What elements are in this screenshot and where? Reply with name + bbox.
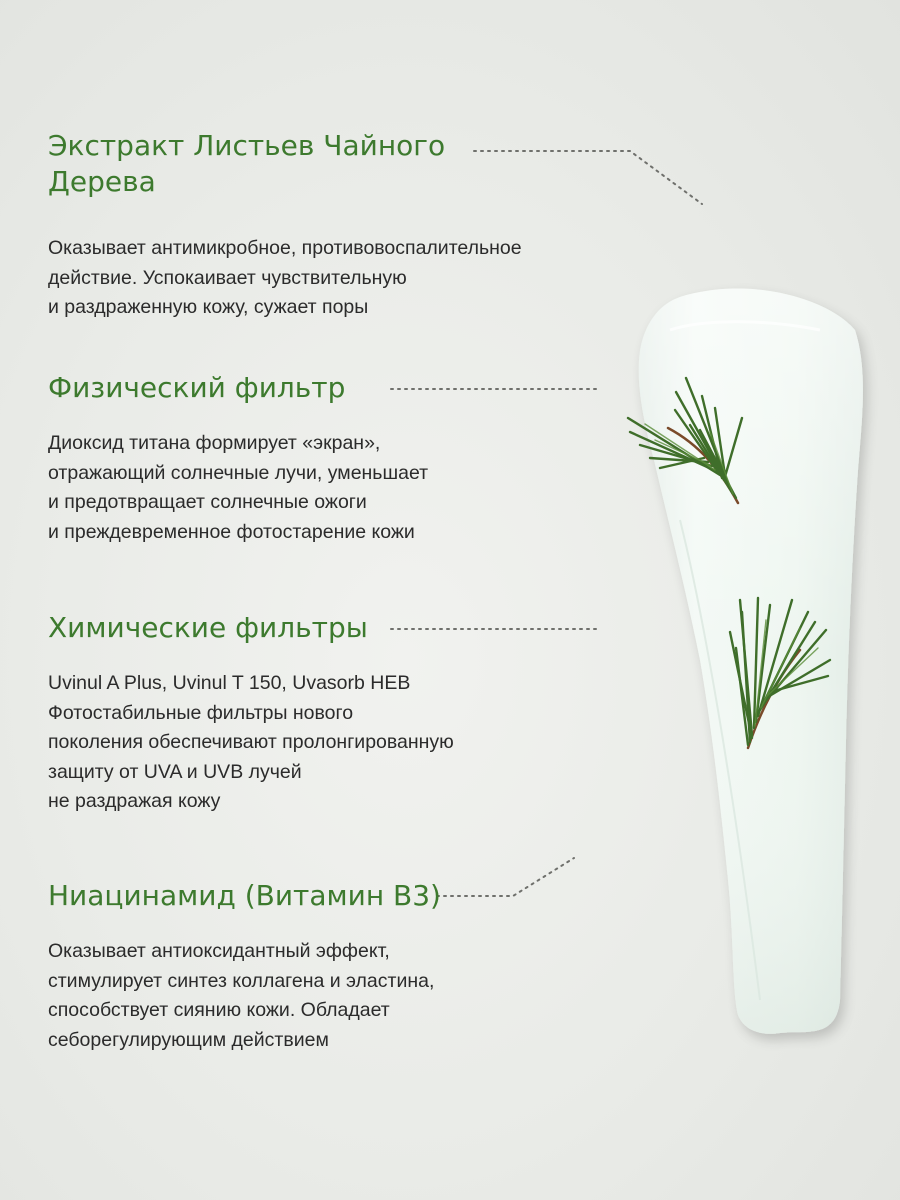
title-line: Физический фильтр (48, 371, 346, 404)
description-line: Оказывает антимикробное, противовоспалительное (48, 237, 522, 259)
ingredient-title (48, 878, 441, 914)
description-line: Диоксид титана формирует «экран», (48, 432, 381, 454)
ingredient-description (48, 669, 454, 817)
ingredient-chemical-filters (48, 610, 454, 817)
description-line: отражающий солнечные лучи, уменьшает (48, 461, 429, 484)
title-line: Дерева (48, 165, 156, 198)
description-line: Uvinul A Plus, Uvinul T 150, Uvasorb HEB (48, 672, 411, 694)
ingredient-physical-filter (48, 370, 428, 547)
leader-line-niacinamide (437, 858, 574, 896)
description-line: стимулирует синтез коллагена и эластина, (48, 969, 435, 992)
description-line: не раздражая кожу (48, 790, 221, 812)
title-line: Ниацинамид (Витамин B3) (48, 879, 441, 912)
ingredient-description (48, 937, 441, 1055)
ingredient-tea-tree (48, 128, 522, 323)
description-line: себорегулирующим действием (48, 1028, 329, 1051)
description-line: способствует сиянию кожи. Обладает (48, 999, 390, 1021)
title-line: Химические фильтры (48, 611, 368, 644)
description-line: и преждевременное фотостарение кожи (48, 520, 415, 543)
ingredient-description (48, 234, 522, 323)
ingredient-description (48, 429, 428, 547)
description-line: и раздраженную кожу, сужает поры (48, 296, 369, 318)
ingredient-title (48, 610, 454, 646)
ingredient-title (48, 128, 522, 200)
description-line: поколения обеспечивают пролонгированную (48, 731, 454, 753)
description-line: действие. Успокаивает чувствительную (48, 266, 407, 289)
description-line: и предотвращает солнечные ожоги (48, 491, 367, 513)
title-line: Экстракт Листьев Чайного (48, 129, 446, 162)
description-line: Оказывает антиоксидантный эффект, (48, 940, 390, 962)
ingredient-niacinamide (48, 878, 441, 1055)
ingredient-title (48, 370, 428, 406)
description-line: Фотостабильные фильтры нового (48, 701, 354, 724)
description-line: защиту от UVA и UVB лучей (48, 760, 302, 783)
